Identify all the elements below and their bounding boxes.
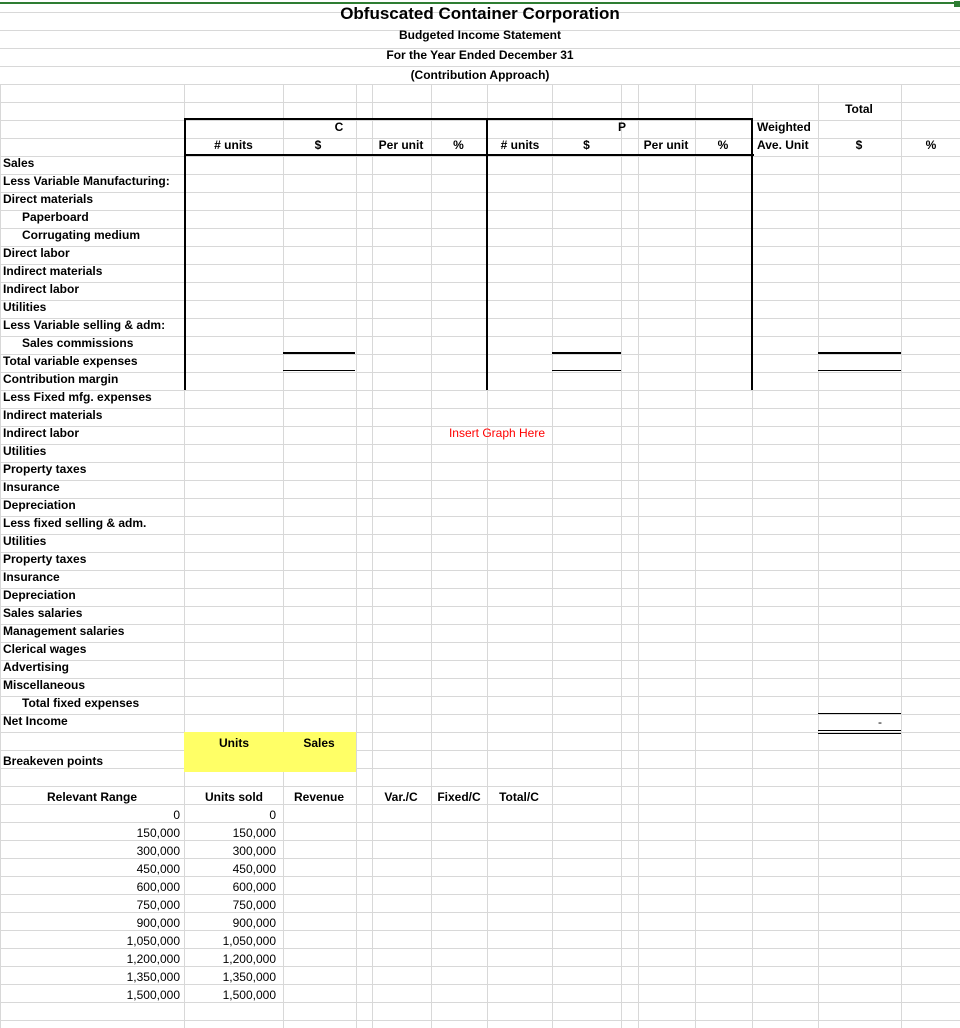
row-label: Property taxes [3, 462, 87, 476]
relevant-range-value[interactable]: 1,350,000 [126, 970, 180, 984]
header-p: P [617, 120, 626, 134]
row-label: Sales commissions [22, 336, 134, 350]
grid-row-line [0, 84, 960, 85]
row-label: Advertising [3, 660, 70, 674]
grid-row-line [0, 786, 960, 787]
grid-column-line [0, 84, 1, 1028]
row-label: Direct materials [3, 192, 94, 206]
relevant-range-value[interactable]: 900,000 [136, 916, 180, 930]
units-sold-header: Units sold [204, 790, 263, 804]
units-sold-value[interactable]: 1,350,000 [222, 970, 276, 984]
header-weighted: Weighted [757, 120, 811, 134]
units-sold-value[interactable]: 150,000 [232, 826, 276, 840]
relevant-range-value[interactable]: 0 [173, 808, 180, 822]
row-label: Utilities [3, 300, 47, 314]
header-c: C [334, 120, 344, 134]
total-c-header: Total/C [499, 790, 539, 804]
header-dollar-c: $ [314, 138, 322, 152]
relevant-range-value[interactable]: 750,000 [136, 898, 180, 912]
grid-row-line [0, 732, 960, 733]
relevant-range-value[interactable]: 1,050,000 [126, 934, 180, 948]
subtotal-rule-p-2 [552, 370, 621, 371]
header-pct-total: % [925, 138, 937, 152]
header-dollar-p: $ [583, 138, 590, 152]
header-units-c: # units [214, 138, 253, 152]
relevant-range-value[interactable]: 150,000 [136, 826, 180, 840]
row-label: Contribution margin [3, 372, 119, 386]
header-ave-unit: Ave. Unit [757, 138, 809, 152]
relevant-range-value[interactable]: 600,000 [136, 880, 180, 894]
subtotal-rule-p-1 [552, 352, 621, 354]
grid-column-line [431, 84, 432, 1028]
border-header-bottom [184, 154, 754, 156]
var-c-header: Var./C [384, 790, 418, 804]
units-sold-value[interactable]: 900,000 [232, 916, 276, 930]
row-label: Paperboard [22, 210, 89, 224]
subtotal-rule-total-2 [818, 370, 901, 371]
row-label: Less Variable Manufacturing: [3, 174, 170, 188]
row-label: Sales salaries [3, 606, 83, 620]
header-perunit-p: Per unit [643, 138, 689, 152]
grid-row-line [0, 750, 960, 751]
grid-column-line [356, 84, 357, 1028]
border-c-top [184, 118, 486, 120]
border-p-top [486, 118, 752, 120]
header-units-p: # units [500, 138, 540, 152]
relevant-range-value[interactable]: 1,200,000 [126, 952, 180, 966]
units-sold-value[interactable]: 450,000 [232, 862, 276, 876]
revenue-header: Revenue [293, 790, 345, 804]
grid-row-line [0, 1020, 960, 1021]
breakeven-label: Breakeven points [3, 754, 104, 768]
units-sold-value[interactable]: 1,500,000 [222, 988, 276, 1002]
row-label: Miscellaneous [3, 678, 86, 692]
grid-column-line [638, 84, 639, 1028]
row-label: Utilities [3, 534, 47, 548]
grid-column-line [552, 84, 553, 1028]
row-label: Direct labor [3, 246, 70, 260]
row-label: Total fixed expenses [22, 696, 140, 710]
grid-row-line [0, 102, 960, 103]
units-sold-value[interactable]: 750,000 [232, 898, 276, 912]
row-label: Total variable expenses [3, 354, 138, 368]
grid-column-line [695, 84, 696, 1028]
row-label: Insurance [3, 570, 60, 584]
subtotal-rule-c-2 [283, 370, 355, 371]
report-subtitle-statement: Budgeted Income Statement [398, 28, 562, 42]
relevant-range-value[interactable]: 1,500,000 [126, 988, 180, 1002]
header-pct-c: % [453, 138, 464, 152]
row-label: Sales [3, 156, 35, 170]
report-subtitle-period: For the Year Ended December 31 [386, 48, 574, 62]
row-label: Less fixed selling & adm. [3, 516, 147, 530]
row-label: Utilities [3, 444, 47, 458]
row-label: Net Income [3, 714, 68, 728]
header-dollar-total: $ [855, 138, 863, 152]
relevant-range-header: Relevant Range [46, 790, 138, 804]
units-sold-value[interactable]: 600,000 [232, 880, 276, 894]
row-label: Indirect labor [3, 426, 80, 440]
title-green-marker [954, 1, 960, 7]
row-label: Less Fixed mfg. expenses [3, 390, 152, 404]
report-title: Obfuscated Container Corporation [340, 4, 620, 23]
units-sold-value[interactable]: 0 [269, 808, 276, 822]
row-label: Clerical wages [3, 642, 87, 656]
grid-column-line [621, 84, 622, 1028]
grid-column-line [901, 84, 902, 1028]
fixed-c-header: Fixed/C [437, 790, 481, 804]
grid-column-line [283, 84, 284, 1028]
row-label: Indirect labor [3, 282, 80, 296]
breakeven-highlight-value[interactable] [184, 752, 356, 772]
grid-column-line [372, 84, 373, 1028]
header-perunit-c: Per unit [378, 138, 424, 152]
row-label: Depreciation [3, 498, 76, 512]
breakeven-units-header: Units [219, 736, 249, 750]
report-subtitle-approach: (Contribution Approach) [410, 68, 550, 82]
breakeven-sales-header: Sales [303, 736, 335, 750]
row-label: Management salaries [3, 624, 125, 638]
subtotal-rule-total-1 [818, 352, 901, 354]
units-sold-value[interactable]: 300,000 [232, 844, 276, 858]
row-label: Property taxes [3, 552, 87, 566]
netincome-rule-double-2 [818, 733, 901, 734]
row-label: Insurance [3, 480, 60, 494]
subtotal-rule-c-1 [283, 352, 355, 354]
row-label: Corrugating medium [22, 228, 141, 242]
border-weighted-left [751, 118, 753, 390]
row-label: Depreciation [3, 588, 76, 602]
net-income-total-value[interactable]: - [878, 715, 882, 729]
header-total: Total [845, 102, 873, 116]
border-p-left [486, 118, 488, 390]
grid-column-line [818, 84, 819, 1028]
units-sold-value[interactable]: 1,050,000 [222, 934, 276, 948]
row-label: Indirect materials [3, 264, 103, 278]
relevant-range-value[interactable]: 450,000 [136, 862, 180, 876]
row-label: Indirect materials [3, 408, 103, 422]
insert-graph-placeholder[interactable]: Insert Graph Here [448, 426, 546, 440]
row-label: Less Variable selling & adm: [3, 318, 166, 332]
header-pct-p: % [717, 138, 729, 152]
units-sold-value[interactable]: 1,200,000 [222, 952, 276, 966]
relevant-range-value[interactable]: 300,000 [136, 844, 180, 858]
